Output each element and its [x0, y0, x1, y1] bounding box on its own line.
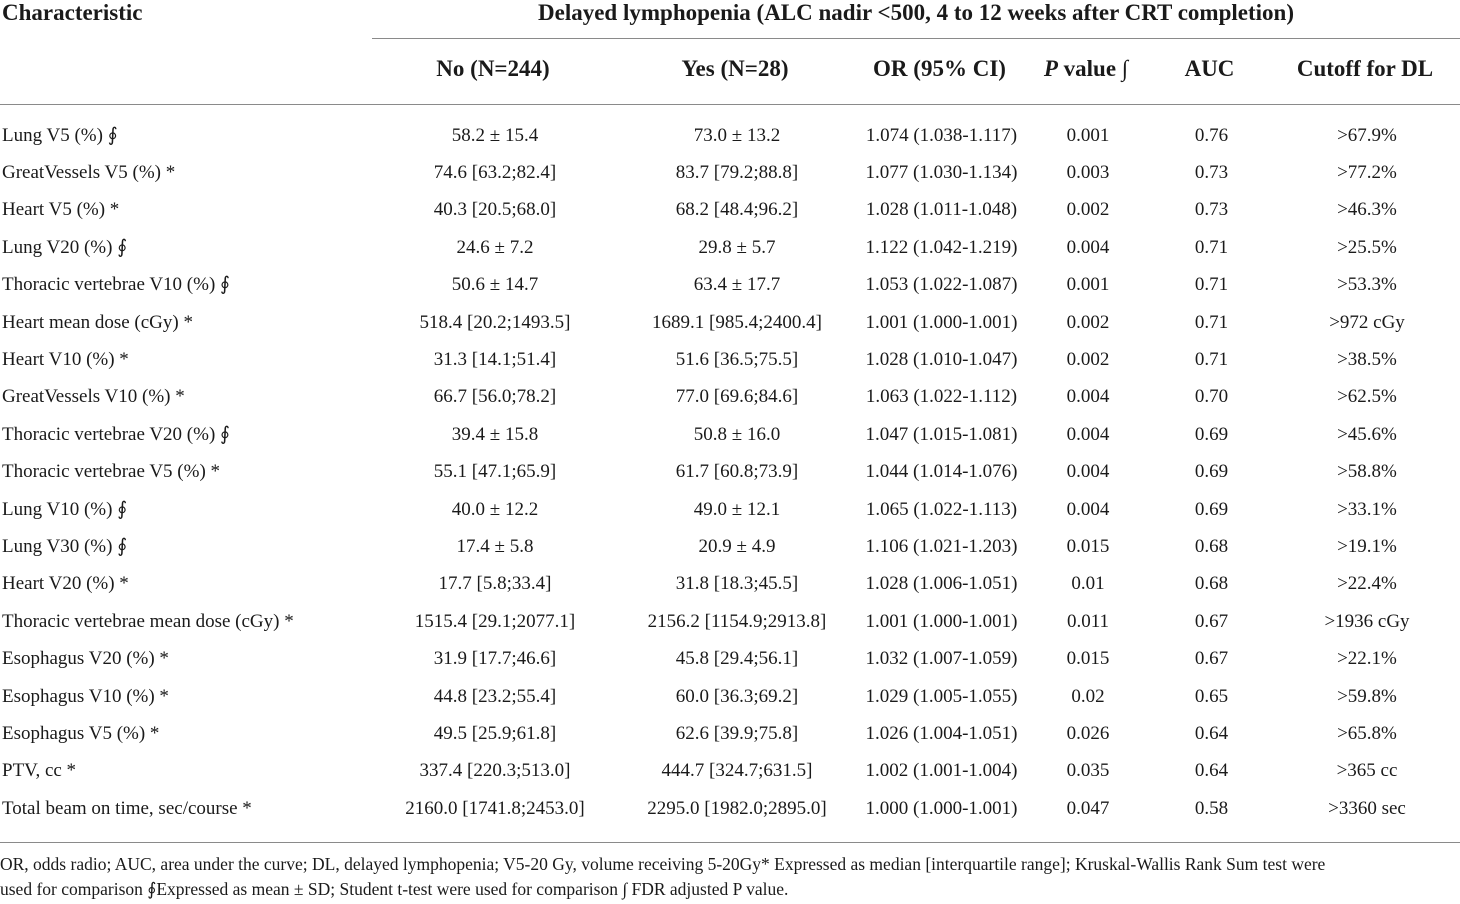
cell-no: 40.0 ± 12.2 — [451, 498, 539, 520]
cell-yes: 68.2 [48.4;96.2] — [675, 199, 799, 221]
cell-yes: 50.8 ± 16.0 — [693, 423, 781, 445]
cell-auc: 0.73 — [1194, 199, 1229, 221]
cell-or: 1.001 (1.000-1.001) — [865, 311, 1018, 333]
cell-cutoff: >53.3% — [1337, 274, 1397, 296]
table-row — [0, 790, 1460, 827]
cell-no: 17.4 ± 5.8 — [456, 535, 534, 557]
cell-p: 0.004 — [1066, 386, 1110, 408]
cell-or: 1.074 (1.038-1.117) — [865, 124, 1018, 146]
cell-p: 0.047 — [1066, 797, 1110, 819]
cell-auc: 0.71 — [1194, 349, 1229, 371]
cell-no: 17.7 [5.8;33.4] — [438, 573, 552, 595]
table-row — [0, 341, 1460, 378]
cell-auc: 0.73 — [1194, 162, 1229, 184]
col-header-p — [1023, 54, 1149, 84]
cell-yes: 61.7 [60.8;73.9] — [675, 461, 799, 483]
table-row — [0, 117, 1460, 154]
cell-yes: 31.8 [18.3;45.5] — [675, 573, 799, 595]
table-row — [0, 640, 1460, 677]
cell-or: 1.001 (1.000-1.001) — [865, 610, 1018, 632]
cell-yes: 20.9 ± 4.9 — [698, 535, 776, 557]
cell-p: 0.011 — [1066, 610, 1110, 632]
data-table-body — [0, 117, 1460, 827]
header-bottom-rule — [0, 104, 1460, 105]
characteristic-header: Characteristic — [2, 0, 143, 25]
cell-no: 337.4 [220.3;513.0] — [419, 760, 571, 782]
cell-characteristic: GreatVessels V10 (%) * — [2, 386, 185, 408]
table-row — [0, 192, 1460, 229]
cell-cutoff: >972 cGy — [1329, 311, 1405, 333]
cell-no: 55.1 [47.1;65.9] — [433, 461, 557, 483]
cell-auc: 0.71 — [1194, 274, 1229, 296]
col-header-p-rest: value ∫ — [1057, 56, 1129, 81]
cell-cutoff: >25.5% — [1337, 236, 1397, 258]
cell-or: 1.029 (1.005-1.055) — [865, 685, 1018, 707]
table-row — [0, 678, 1460, 715]
cell-or: 1.077 (1.030-1.134) — [865, 162, 1018, 184]
cell-cutoff: >62.5% — [1337, 386, 1397, 408]
cell-no: 40.3 [20.5;68.0] — [433, 199, 557, 221]
cell-characteristic: Esophagus V5 (%) * — [2, 722, 160, 744]
cell-yes: 77.0 [69.6;84.6] — [675, 386, 799, 408]
table-row — [0, 491, 1460, 528]
table-row — [0, 566, 1460, 603]
cell-auc: 0.69 — [1194, 461, 1229, 483]
table-title-row — [0, 0, 1460, 38]
cell-or: 1.032 (1.007-1.059) — [865, 648, 1018, 670]
cell-no: 2160.0 [1741.8;2453.0] — [405, 797, 585, 819]
table-row — [0, 304, 1460, 341]
cell-auc: 0.70 — [1194, 386, 1229, 408]
cell-p: 0.003 — [1066, 162, 1110, 184]
table-row — [0, 454, 1460, 491]
cell-p: 0.002 — [1066, 199, 1110, 221]
cell-auc: 0.58 — [1194, 797, 1229, 819]
cell-or: 1.000 (1.000-1.001) — [865, 797, 1018, 819]
cell-characteristic: Thoracic vertebrae V10 (%) ∮ — [2, 274, 230, 296]
cell-auc: 0.76 — [1194, 124, 1229, 146]
cell-yes: 2156.2 [1154.9;2913.8] — [647, 610, 827, 632]
cell-auc: 0.69 — [1194, 498, 1229, 520]
cell-characteristic: Lung V10 (%) ∮ — [2, 498, 128, 520]
cell-characteristic: Heart V20 (%) * — [2, 573, 129, 595]
cell-or: 1.044 (1.014-1.076) — [865, 461, 1018, 483]
cell-characteristic: Heart V10 (%) * — [2, 349, 129, 371]
cell-characteristic: Heart mean dose (cGy) * — [2, 311, 193, 333]
cell-p: 0.004 — [1066, 461, 1110, 483]
cell-characteristic: Heart V5 (%) * — [2, 199, 120, 221]
cell-or: 1.028 (1.011-1.048) — [865, 199, 1018, 221]
cell-no: 50.6 ± 14.7 — [451, 274, 539, 296]
footnote-line-1: OR, odds radio; AUC, area under the curve; DL, delayed lymphopenia; V5-20 Gy, volume receiving 5-20Gy* Expressed as median [interquartile range]; Kruskal-Wallis Rank Sum test were — [0, 854, 1326, 874]
cell-or: 1.026 (1.004-1.051) — [865, 722, 1018, 744]
cell-no: 518.4 [20.2;1493.5] — [419, 311, 571, 333]
table-row — [0, 154, 1460, 191]
cell-cutoff: >45.6% — [1337, 423, 1397, 445]
cell-yes: 45.8 [29.4;56.1] — [675, 648, 799, 670]
cell-p: 0.015 — [1066, 535, 1110, 557]
cell-or: 1.063 (1.022-1.112) — [865, 386, 1018, 408]
cell-yes: 29.8 ± 5.7 — [698, 236, 776, 258]
cell-cutoff: >59.8% — [1337, 685, 1397, 707]
cell-or: 1.047 (1.015-1.081) — [865, 423, 1018, 445]
cell-yes: 73.0 ± 13.2 — [693, 124, 781, 146]
cell-or: 1.053 (1.022-1.087) — [865, 274, 1018, 296]
cell-yes: 62.6 [39.9;75.8] — [675, 722, 799, 744]
table-row — [0, 603, 1460, 640]
cell-or: 1.106 (1.021-1.203) — [865, 535, 1018, 557]
table-row — [0, 229, 1460, 266]
cell-characteristic: Total beam on time, sec/course * — [2, 797, 252, 819]
cell-auc: 0.68 — [1194, 573, 1229, 595]
data-table — [0, 117, 1460, 827]
cell-auc: 0.71 — [1194, 236, 1229, 258]
cell-no: 1515.4 [29.1;2077.1] — [414, 610, 576, 632]
cell-p: 0.004 — [1066, 236, 1110, 258]
cell-characteristic: Thoracic vertebrae mean dose (cGy) * — [2, 610, 294, 632]
cell-or: 1.028 (1.006-1.051) — [865, 573, 1018, 595]
cell-cutoff: >22.1% — [1337, 648, 1397, 670]
cell-auc: 0.71 — [1194, 311, 1229, 333]
cell-cutoff: >1936 cGy — [1324, 610, 1410, 632]
cell-p: 0.026 — [1066, 722, 1110, 744]
cell-yes: 1689.1 [985.4;2400.4] — [652, 311, 822, 333]
cell-p: 0.001 — [1066, 124, 1110, 146]
col-header-cutoff: Cutoff for DL — [1296, 56, 1434, 81]
cell-characteristic: GreatVessels V5 (%) * — [2, 162, 176, 184]
cell-auc: 0.65 — [1194, 685, 1229, 707]
cell-p: 0.004 — [1066, 498, 1110, 520]
cell-p: 0.015 — [1066, 648, 1110, 670]
col-header-p-italic: P — [1043, 56, 1058, 81]
cell-p: 0.02 — [1071, 685, 1105, 707]
cell-no: 31.9 [17.7;46.6] — [433, 648, 557, 670]
table-row — [0, 267, 1460, 304]
cell-auc: 0.67 — [1194, 648, 1229, 670]
cell-or: 1.028 (1.010-1.047) — [865, 349, 1018, 371]
cell-cutoff: >67.9% — [1337, 124, 1397, 146]
cell-characteristic: PTV, cc * — [2, 760, 77, 782]
cell-cutoff: >19.1% — [1337, 535, 1397, 557]
table-row — [0, 715, 1460, 752]
cell-p: 0.002 — [1066, 311, 1110, 333]
cell-characteristic: Lung V5 (%) ∮ — [2, 124, 118, 146]
cell-yes: 63.4 ± 17.7 — [693, 274, 781, 296]
cell-cutoff: >33.1% — [1337, 498, 1397, 520]
footnote-line-2: used for comparison ∮Expressed as mean ± SD; Student t-test were used for comparison ∫ FDR adjusted P value. — [0, 879, 789, 899]
col-header-or: OR (95% CI) — [873, 56, 1006, 81]
cell-no: 44.8 [23.2;55.4] — [433, 685, 557, 707]
cell-no: 58.2 ± 15.4 — [451, 124, 539, 146]
col-header-no: No (N=244) — [436, 56, 550, 81]
cell-no: 74.6 [63.2;82.4] — [433, 162, 557, 184]
cell-characteristic: Esophagus V20 (%) * — [2, 648, 169, 670]
cell-cutoff: >77.2% — [1337, 162, 1397, 184]
table-row — [0, 379, 1460, 416]
cell-characteristic: Lung V30 (%) ∮ — [2, 535, 128, 557]
cell-or: 1.002 (1.001-1.004) — [865, 760, 1018, 782]
cell-auc: 0.67 — [1194, 610, 1229, 632]
cell-characteristic: Thoracic vertebrae V20 (%) ∮ — [2, 423, 230, 445]
footnote — [0, 852, 1458, 902]
cell-p: 0.001 — [1066, 274, 1110, 296]
cell-p: 0.01 — [1071, 573, 1105, 595]
cell-no: 31.3 [14.1;51.4] — [433, 349, 557, 371]
cell-yes: 2295.0 [1982.0;2895.0] — [647, 797, 827, 819]
cell-yes: 51.6 [36.5;75.5] — [675, 349, 799, 371]
cell-or: 1.122 (1.042-1.219) — [865, 236, 1018, 258]
cell-auc: 0.64 — [1194, 760, 1229, 782]
cell-characteristic: Thoracic vertebrae V5 (%) * — [2, 461, 221, 483]
cell-auc: 0.68 — [1194, 535, 1229, 557]
cell-auc: 0.64 — [1194, 722, 1229, 744]
cell-cutoff: >22.4% — [1337, 573, 1397, 595]
cell-cutoff: >365 cc — [1336, 760, 1398, 782]
cell-yes: 49.0 ± 12.1 — [693, 498, 781, 520]
cell-cutoff: >46.3% — [1337, 199, 1397, 221]
cell-p: 0.035 — [1066, 760, 1110, 782]
cell-no: 39.4 ± 15.8 — [451, 423, 539, 445]
group-underline — [372, 38, 1460, 39]
cell-yes: 83.7 [79.2;88.8] — [675, 162, 799, 184]
col-header-auc: AUC — [1184, 56, 1235, 81]
col-header-yes: Yes (N=28) — [681, 56, 789, 81]
cell-or: 1.065 (1.022-1.113) — [865, 498, 1018, 520]
group-header: Delayed lymphopenia (ALC nadir <500, 4 to 12 weeks after CRT completion) — [538, 0, 1294, 25]
cell-characteristic: Lung V20 (%) ∮ — [2, 236, 128, 258]
cell-cutoff: >38.5% — [1337, 349, 1397, 371]
cell-characteristic: Esophagus V10 (%) * — [2, 685, 169, 707]
table-row — [0, 528, 1460, 565]
cell-cutoff: >58.8% — [1337, 461, 1397, 483]
cell-cutoff: >3360 sec — [1328, 797, 1406, 819]
table-bottom-rule — [0, 842, 1460, 843]
table-row — [0, 753, 1460, 790]
cell-p: 0.002 — [1066, 349, 1110, 371]
cell-no: 24.6 ± 7.2 — [456, 236, 534, 258]
cell-auc: 0.69 — [1194, 423, 1229, 445]
cell-p: 0.004 — [1066, 423, 1110, 445]
cell-yes: 60.0 [36.3;69.2] — [675, 685, 799, 707]
table-row — [0, 416, 1460, 453]
cell-yes: 444.7 [324.7;631.5] — [661, 760, 813, 782]
cell-no: 49.5 [25.9;61.8] — [433, 722, 557, 744]
cell-no: 66.7 [56.0;78.2] — [433, 386, 557, 408]
cell-cutoff: >65.8% — [1337, 722, 1397, 744]
